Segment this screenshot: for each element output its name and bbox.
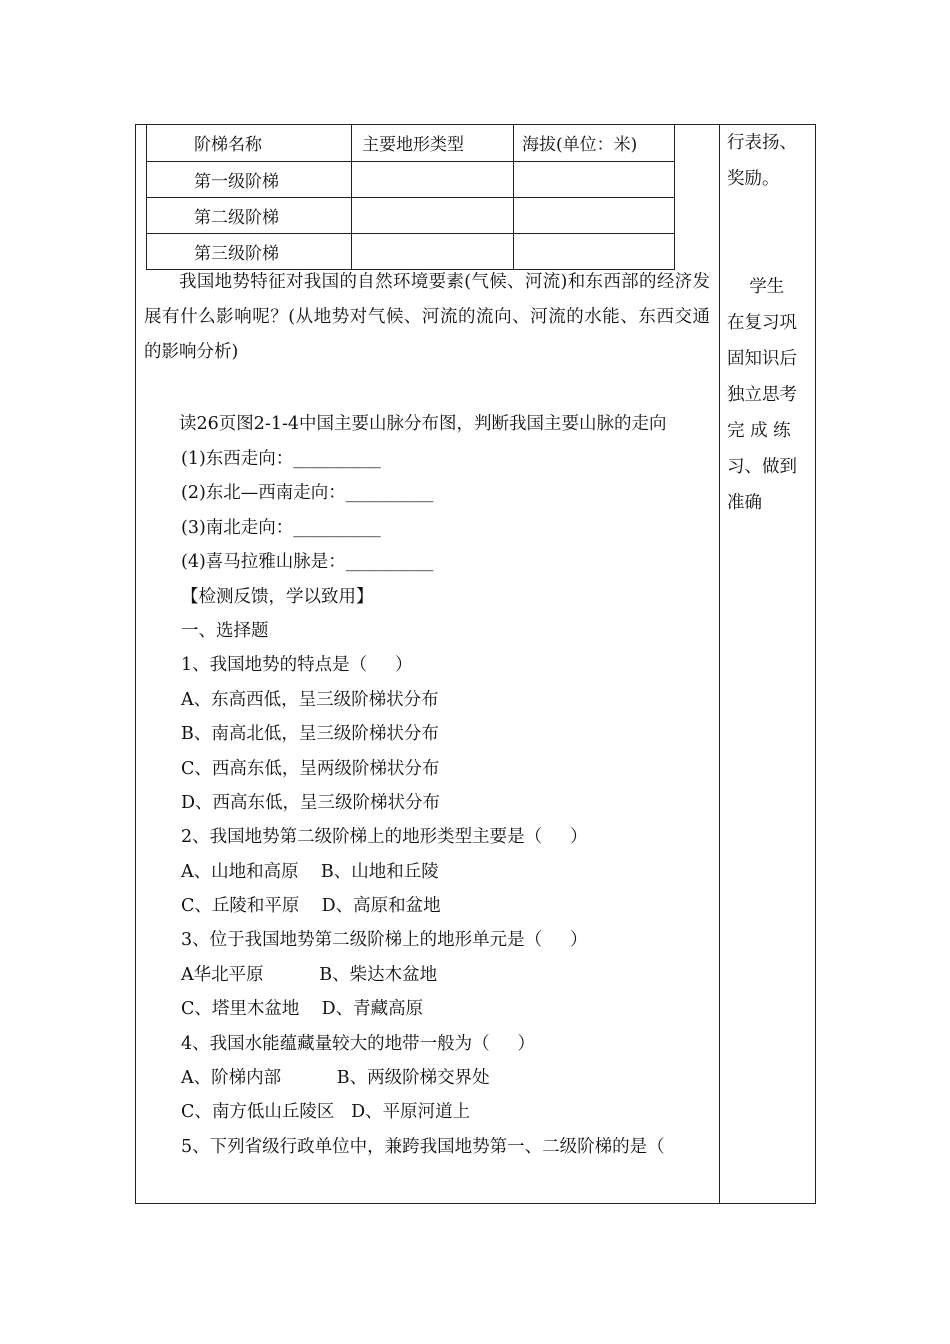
terrain-cell (352, 161, 514, 197)
q1-option-b: B、南高北低，呈三级阶梯状分布 (181, 724, 439, 745)
note-line (727, 233, 809, 269)
lesson-table (135, 124, 816, 1204)
header-terrain-type: 主要地形类型 (352, 125, 514, 161)
teacher-notes-column (727, 125, 809, 521)
mountain-reading-question: 读26页图2-1-4中国主要山脉分布图，判断我国主要山脉的走向 (179, 414, 667, 434)
terrain-influence-question: 我国地势特征对我国的自然环境要素(气候、河流)和东西部的经济发展有什么影响呢？(从地势对气候、河流的流向、河流的水能、东西交通的影响分析) (144, 272, 710, 362)
note-line: 在复习巩 (727, 313, 797, 333)
main-content-column (144, 265, 710, 1164)
note-line (727, 197, 809, 233)
q1-option-d: D、西高东低，呈三级阶梯状分布 (181, 792, 441, 813)
question-5: 5、下列省级行政单位中，兼跨我国地势第一、二级阶梯的是（ (181, 1136, 665, 1157)
table-row (147, 233, 675, 269)
q3-options-ab: A华北平原 B、柴达木盆地 (181, 964, 438, 985)
section-heading: 【检测反馈，学以致用】 (181, 586, 374, 607)
terrain-cell (352, 197, 514, 233)
altitude-cell (514, 161, 675, 197)
spacer (144, 370, 710, 407)
q2-options-ab: A、山地和高原 B、山地和丘陵 (181, 861, 439, 882)
q3-options-cd: C、塔里木盆地 D、青藏高原 (181, 999, 424, 1020)
note-line: 习、做到 (727, 457, 797, 477)
subsection-heading: 一、选择题 (181, 620, 269, 641)
question-4: 4、我国水能蕴藏量较大的地带一般为（ ） (181, 1033, 535, 1054)
terrain-steps-table (146, 125, 675, 270)
column-divider (719, 125, 720, 1203)
step-name-cell: 第一级阶梯 (147, 161, 352, 197)
altitude-cell (514, 233, 675, 269)
header-step-name: 阶梯名称 (147, 125, 352, 161)
note-line: 行表扬、 (727, 133, 797, 153)
altitude-cell (514, 197, 675, 233)
q2-options-cd: C、丘陵和平原 D、高原和盆地 (181, 896, 441, 917)
blank-himalaya: (4)喜马拉雅山脉是：__________ (181, 552, 434, 573)
note-line: 完 成 练 (727, 421, 791, 441)
table-row (147, 197, 675, 233)
question-2: 2、我国地势第二级阶梯上的地形类型主要是（ ） (181, 827, 588, 848)
note-line: 奖励。 (727, 169, 780, 189)
blank-northeast-southwest: (2)东北—西南走向：__________ (181, 483, 434, 504)
q4-options-cd: C、南方低山丘陵区 D、平原河道上 (181, 1102, 471, 1123)
note-line: 学生 (727, 277, 785, 297)
note-line: 固知识后 (727, 349, 797, 369)
note-line: 独立思考 (727, 385, 797, 405)
note-line: 准确 (727, 493, 762, 513)
step-name-cell: 第三级阶梯 (147, 233, 352, 269)
step-name-cell: 第二级阶梯 (147, 197, 352, 233)
question-3: 3、位于我国地势第二级阶梯上的地形单元是（ ） (181, 930, 588, 951)
blank-north-south: (3)南北走向：__________ (181, 517, 381, 538)
q1-option-a: A、东高西低，呈三级阶梯状分布 (181, 689, 439, 710)
blank-east-west: (1)东西走向：__________ (181, 449, 381, 469)
table-row (147, 161, 675, 197)
terrain-cell (352, 233, 514, 269)
q1-option-c: C、西高东低，呈两级阶梯状分布 (181, 758, 440, 779)
question-1: 1、我国地势的特点是（ ） (181, 655, 413, 676)
header-altitude: 海拔(单位：米) (514, 125, 675, 161)
q4-options-ab: A、阶梯内部 B、两级阶梯交界处 (181, 1068, 490, 1089)
table-header-row (147, 125, 675, 161)
